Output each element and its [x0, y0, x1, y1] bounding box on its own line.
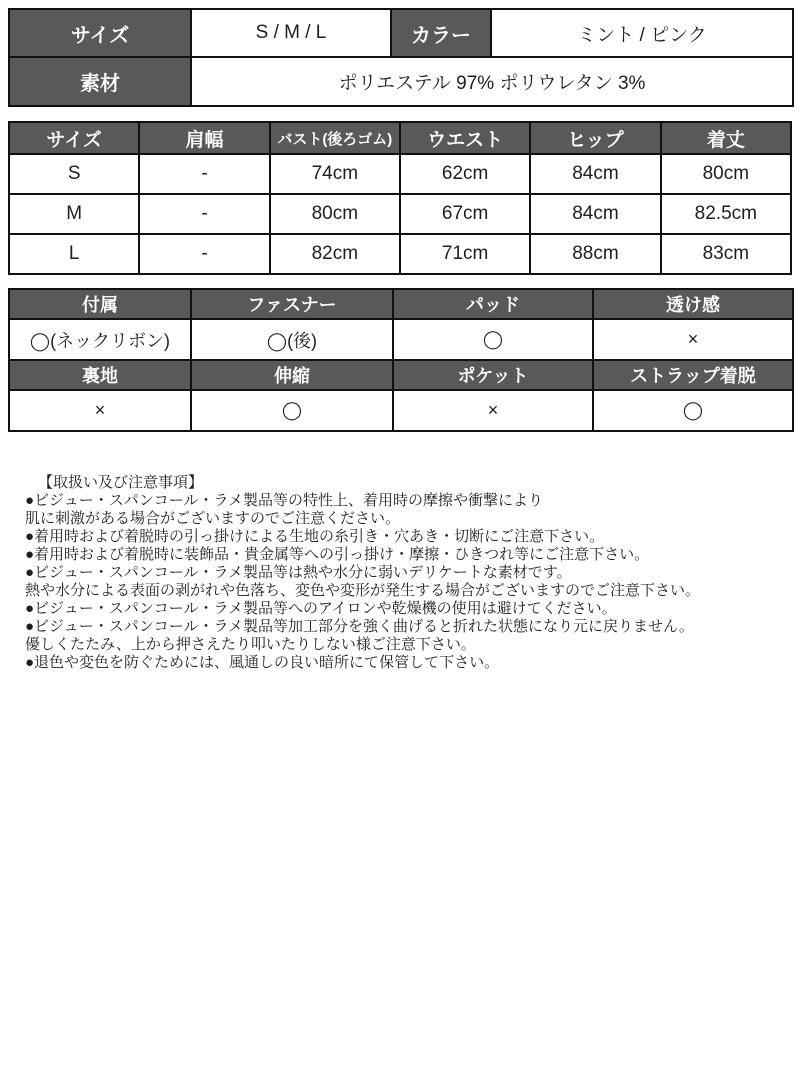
length-cell: 82.5cm — [661, 194, 791, 234]
shoulder-cell: - — [139, 194, 269, 234]
hip-cell: 84cm — [530, 154, 660, 194]
care-note-line: ●ビジュー・スパンコール・ラメ製品等は熱や水分に弱いデリケートな素材です。 — [25, 564, 572, 581]
material-label-cell: 素材 — [9, 57, 191, 106]
stretch-value: ◯ — [191, 390, 393, 431]
care-notes-title: 【取扱い及び注意事項】 — [38, 474, 204, 491]
header-sheerness: 透け感 — [593, 289, 793, 319]
care-note-line: ●着用時および着脱時に装飾品・貴金属等への引っ掛け・摩擦・ひきつれ等にご注意下さい。 — [25, 546, 650, 563]
size-cell: L — [9, 234, 139, 274]
table-header-row — [9, 289, 793, 319]
care-note-line: ●退色や変色を防ぐためには、風通しの良い暗所にて保管して下さい。 — [25, 654, 500, 671]
header-strap: ストラップ着脱 — [593, 360, 793, 390]
col-header-size: サイズ — [9, 122, 139, 154]
measurements-table — [8, 121, 792, 275]
col-header-bust: バスト(後ろゴム) — [270, 122, 400, 154]
care-note-line: ●ビジュー・スパンコール・ラメ製品等へのアイロンや乾燥機の使用は避けてください。 — [25, 600, 617, 617]
care-note-line: ●ビジュー・スパンコール・ラメ製品等加工部分を強く曲げると折れた状態になり元に戻りません。 — [25, 618, 694, 635]
length-cell: 83cm — [661, 234, 791, 274]
care-note-line: 優しくたたみ、上から押さえたり叩いたりしない様ご注意下さい。 — [25, 636, 476, 653]
size-cell: M — [9, 194, 139, 234]
fastener-value: ◯(後) — [191, 319, 393, 360]
hip-cell: 84cm — [530, 194, 660, 234]
header-accessory: 付属 — [9, 289, 191, 319]
table-row — [9, 154, 791, 194]
pocket-value: × — [393, 390, 593, 431]
waist-cell: 67cm — [400, 194, 530, 234]
pad-value: ◯ — [393, 319, 593, 360]
table-row — [9, 57, 793, 106]
bust-cell: 80cm — [270, 194, 400, 234]
material-value-cell: ポリエステル 97% ポリウレタン 3% — [191, 57, 793, 106]
table-row — [9, 319, 793, 360]
size-cell: S — [9, 154, 139, 194]
care-note-line: 熱や水分による表面の剥がれや色落ち、変色や変形が発生する場合がございますのでご注意下さい。 — [25, 582, 701, 599]
color-label-cell: カラー — [391, 9, 491, 57]
bust-cell: 74cm — [270, 154, 400, 194]
hip-cell: 88cm — [530, 234, 660, 274]
shoulder-cell: - — [139, 234, 269, 274]
length-cell: 80cm — [661, 154, 791, 194]
header-stretch: 伸縮 — [191, 360, 393, 390]
spec-table — [8, 8, 794, 107]
col-header-waist: ウエスト — [400, 122, 530, 154]
strap-value: ◯ — [593, 390, 793, 431]
col-header-hip: ヒップ — [530, 122, 660, 154]
features-table — [8, 288, 794, 432]
table-header-row — [9, 360, 793, 390]
size-value-cell: S / M / L — [191, 9, 391, 57]
table-row — [9, 234, 791, 274]
care-notes — [0, 474, 800, 672]
accessory-value: ◯(ネックリボン) — [9, 319, 191, 360]
care-note-line: ●ビジュー・スパンコール・ラメ製品等の特性上、着用時の摩擦や衝撃により — [25, 492, 544, 509]
waist-cell: 62cm — [400, 154, 530, 194]
col-header-length: 着丈 — [661, 122, 791, 154]
header-pocket: ポケット — [393, 360, 593, 390]
bust-cell: 82cm — [270, 234, 400, 274]
care-note-line: 肌に刺激がある場合がございますのでご注意ください。 — [25, 510, 401, 527]
header-pad: パッド — [393, 289, 593, 319]
lining-value: × — [9, 390, 191, 431]
header-fastener: ファスナー — [191, 289, 393, 319]
col-header-shoulder: 肩幅 — [139, 122, 269, 154]
size-label-cell: サイズ — [9, 9, 191, 57]
shoulder-cell: - — [139, 154, 269, 194]
waist-cell: 71cm — [400, 234, 530, 274]
table-row — [9, 390, 793, 431]
care-note-line: ●着用時および着脱時の引っ掛けによる生地の糸引き・穴あき・切断にご注意下さい。 — [25, 528, 605, 545]
sheerness-value: × — [593, 319, 793, 360]
table-row — [9, 194, 791, 234]
color-value-cell: ミント / ピンク — [491, 9, 793, 57]
header-lining: 裏地 — [9, 360, 191, 390]
table-row — [9, 9, 793, 57]
table-header-row — [9, 122, 791, 154]
